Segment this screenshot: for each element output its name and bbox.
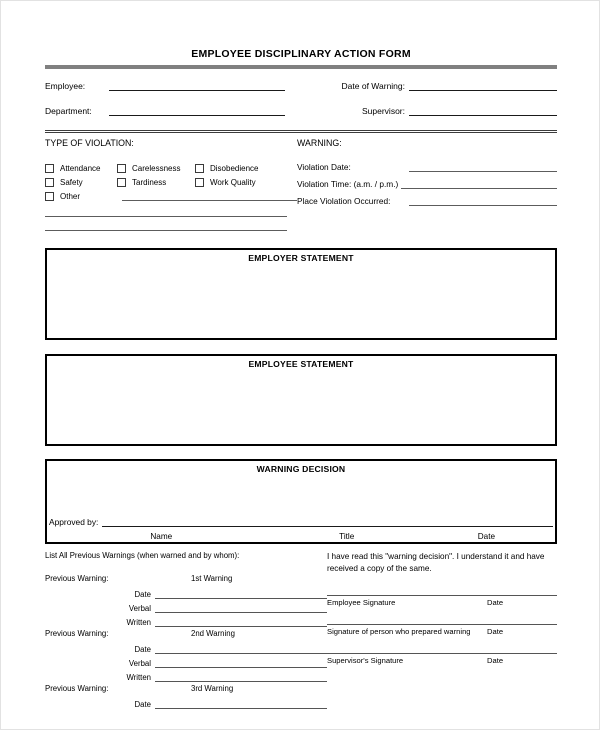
supervisor-signature-block	[327, 653, 557, 665]
previous-warning-label-3: Previous Warning:	[45, 684, 109, 693]
employee-label: Employee:	[45, 81, 86, 91]
violation-checkbox-row	[45, 175, 297, 189]
checkbox-disobedience-box[interactable]	[195, 164, 204, 173]
warning-decision-heading: WARNING DECISION	[256, 464, 346, 474]
supervisor-label: Supervisor:	[362, 106, 405, 116]
employee-signature-block	[327, 595, 557, 607]
violation-date-field	[297, 161, 557, 172]
previous-warning-block-2	[45, 627, 327, 682]
previous-warning-field	[45, 599, 327, 613]
identity-block	[45, 79, 557, 116]
checkbox-work-quality-label: Work Quality	[210, 177, 256, 187]
section-divider-rule	[45, 130, 557, 133]
violation-time-field	[297, 178, 557, 189]
checkbox-safety-box[interactable]	[45, 178, 54, 187]
approved-by-input[interactable]	[102, 515, 553, 527]
checkbox-other-label: Other	[60, 191, 81, 201]
supervisor-signature-labels	[327, 654, 557, 665]
column-header-title: Title	[339, 532, 355, 541]
checkbox-disobedience-label: Disobedience	[210, 163, 259, 173]
employee-signature-date-label: Date	[487, 598, 504, 607]
warning-decision-box[interactable]	[45, 459, 557, 544]
previous-warning-label-2: Previous Warning:	[45, 629, 109, 638]
acknowledgement-column	[327, 551, 557, 709]
pw1-written-input[interactable]	[155, 616, 327, 627]
pw1-date-label: Date	[134, 590, 151, 599]
violation-column	[45, 138, 297, 231]
other-violation-input[interactable]	[122, 191, 297, 201]
previous-warning-header-1	[45, 572, 327, 585]
employee-signature-labels	[327, 596, 557, 607]
identity-row-2	[45, 104, 557, 116]
page-title: EMPLOYEE DISCIPLINARY ACTION FORM	[191, 48, 411, 60]
checkbox-attendance-box[interactable]	[45, 164, 54, 173]
employee-signature-label: Employee Signature	[327, 598, 396, 607]
date-of-warning-label: Date of Warning:	[341, 81, 405, 91]
acknowledgement-text: I have read this "warning decision". I understand it and have received a copy of the same.	[327, 552, 545, 573]
checkbox-carelessness[interactable]	[117, 164, 195, 173]
supervisor-input[interactable]	[409, 104, 557, 116]
employee-statement-box[interactable]	[45, 354, 557, 446]
employer-statement-box[interactable]	[45, 248, 557, 340]
title-rule	[45, 65, 557, 69]
checkbox-attendance-label: Attendance	[60, 163, 101, 173]
warning-heading: WARNING:	[297, 138, 342, 148]
pw2-written-input[interactable]	[155, 671, 327, 682]
preparer-signature-label: Signature of person who prepared warning	[327, 627, 471, 636]
department-label: Department:	[45, 106, 92, 116]
previous-warnings-heading: List All Previous Warnings (when warned and by whom):	[45, 551, 240, 560]
column-header-date: Date	[477, 532, 496, 541]
violation-date-label: Violation Date:	[297, 162, 351, 172]
violation-blank-line-1[interactable]	[45, 215, 287, 217]
violation-checkbox-row	[45, 161, 297, 175]
preparer-signature-labels	[327, 625, 557, 636]
checkbox-other[interactable]	[45, 192, 116, 201]
previous-warning-block-3	[45, 682, 327, 709]
violation-heading: TYPE OF VIOLATION:	[45, 138, 134, 148]
checkbox-disobedience[interactable]	[195, 164, 285, 173]
violation-date-input[interactable]	[409, 161, 557, 172]
violation-checkbox-grid	[45, 161, 297, 203]
previous-warning-ordinal-1: 1st Warning	[191, 574, 233, 583]
date-of-warning-field	[313, 79, 557, 91]
pw3-date-label: Date	[134, 700, 151, 709]
previous-warning-label-1: Previous Warning:	[45, 574, 109, 583]
checkbox-attendance[interactable]	[45, 164, 117, 173]
column-header-name: Name	[150, 532, 173, 541]
pw1-written-label: Written	[126, 618, 151, 627]
checkbox-tardiness-box[interactable]	[117, 178, 126, 187]
place-violation-input[interactable]	[409, 195, 557, 206]
previous-warning-field	[45, 585, 327, 599]
supervisor-field	[313, 104, 557, 116]
checkbox-safety-label: Safety	[60, 177, 83, 187]
pw2-verbal-input[interactable]	[155, 657, 327, 668]
date-of-warning-input[interactable]	[409, 79, 557, 91]
approved-by-label: Approved by:	[49, 517, 99, 527]
checkbox-safety[interactable]	[45, 178, 117, 187]
supervisor-signature-date-label: Date	[487, 656, 504, 665]
previous-warning-field	[45, 640, 327, 654]
identity-row-1	[45, 79, 557, 91]
pw2-date-label: Date	[134, 645, 151, 654]
warning-column	[297, 138, 557, 231]
approved-by-column-headers	[47, 532, 555, 541]
violation-warning-section	[45, 138, 557, 231]
bottom-section	[45, 551, 557, 709]
checkbox-other-box[interactable]	[45, 192, 54, 201]
supervisor-signature-label: Supervisor's Signature	[327, 656, 404, 665]
pw2-verbal-label: Verbal	[128, 659, 151, 668]
previous-warning-field	[45, 668, 327, 682]
pw1-verbal-input[interactable]	[155, 602, 327, 613]
pw1-verbal-label: Verbal	[128, 604, 151, 613]
department-input[interactable]	[109, 104, 285, 116]
place-violation-field	[297, 195, 557, 206]
department-field	[45, 104, 313, 116]
pw3-date-input[interactable]	[155, 698, 327, 709]
violation-blank-line-2[interactable]	[45, 229, 287, 231]
employee-field	[45, 79, 313, 91]
preparer-signature-block	[327, 624, 557, 636]
form-sheet	[45, 1, 557, 709]
checkbox-carelessness-label: Carelessness	[132, 163, 181, 173]
previous-warning-field	[45, 613, 327, 627]
employee-statement-heading: EMPLOYEE STATEMENT	[248, 359, 354, 369]
previous-warning-header-3	[45, 682, 327, 695]
previous-warnings-column	[45, 551, 327, 709]
previous-warning-field	[45, 654, 327, 668]
approved-by-row	[47, 515, 555, 527]
previous-warning-header-2	[45, 627, 327, 640]
pw2-date-input[interactable]	[155, 643, 327, 654]
employee-input[interactable]	[109, 79, 285, 91]
pw2-written-label: Written	[126, 673, 151, 682]
previous-warning-block-1	[45, 572, 327, 627]
checkbox-work-quality-box[interactable]	[195, 178, 204, 187]
place-violation-label: Place Violation Occurred:	[297, 196, 391, 206]
checkbox-carelessness-box[interactable]	[117, 164, 126, 173]
checkbox-work-quality[interactable]	[195, 178, 285, 187]
preparer-signature-date-label: Date	[487, 627, 504, 636]
employer-statement-heading: EMPLOYER STATEMENT	[248, 253, 354, 263]
checkbox-tardiness[interactable]	[117, 178, 195, 187]
previous-warning-ordinal-2: 2nd Warning	[191, 629, 235, 638]
violation-time-input[interactable]	[401, 178, 557, 189]
violation-checkbox-row-other	[45, 189, 297, 203]
previous-warning-field	[45, 695, 327, 709]
violation-time-label: Violation Time: (a.m. / p.m.)	[297, 179, 399, 189]
pw1-date-input[interactable]	[155, 588, 327, 599]
checkbox-tardiness-label: Tardiness	[132, 177, 167, 187]
previous-warning-ordinal-3: 3rd Warning	[191, 684, 234, 693]
